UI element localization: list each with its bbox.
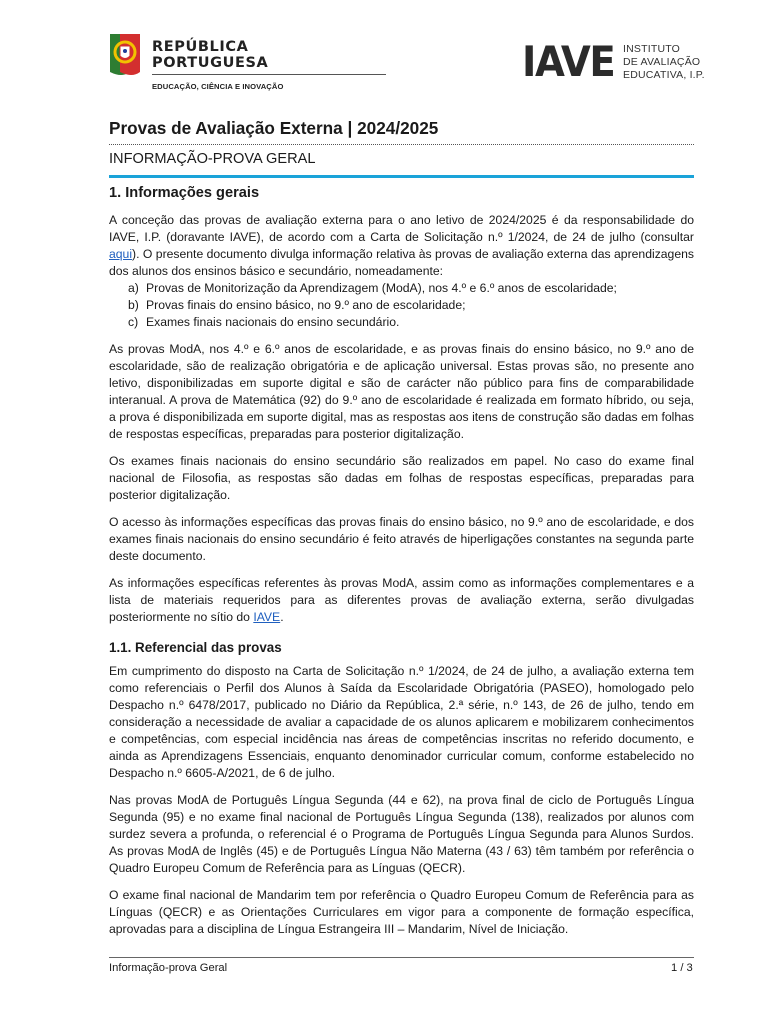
list-marker: c) xyxy=(128,315,139,329)
republica-line1: REPÚBLICA xyxy=(152,39,249,55)
dotted-divider xyxy=(109,144,694,145)
list-item-text: Exames finais nacionais do ensino secundário. xyxy=(146,315,400,329)
iave-line3: EDUCATIVA, I.P. xyxy=(623,69,705,81)
iave-full-name xyxy=(623,43,705,82)
paragraph-intro-text: A conceção das provas de avaliação externa para o ano letivo de 2024/2025 é da responsabilidade do IAVE, I.P. (doravante IAVE), de acordo com a Carta de Solicitação n.º 1/2024, de 24 de julho (consultar xyxy=(109,213,694,244)
iave-link[interactable]: IAVE xyxy=(253,610,281,624)
list-item xyxy=(109,280,694,297)
footer-document-name: Informação-prova Geral xyxy=(109,962,228,974)
aqui-link[interactable]: aqui xyxy=(109,247,133,261)
paragraph-informacoes-text: As informações específicas referentes às provas ModA, assim como as informações complementares e a lista de materiais requeridos para as diferentes provas de avaliação externa, serão divulgadas posteriormente no sítio do xyxy=(109,576,694,624)
iave-line2: DE AVALIAÇÃO xyxy=(623,56,701,68)
iave-wordmark: IAVE xyxy=(522,37,615,86)
list-item xyxy=(109,297,694,314)
document-body xyxy=(109,185,694,938)
section-heading-1-1: 1.1. Referencial das provas xyxy=(109,640,282,655)
paragraph-secundario: Os exames finais nacionais do ensino secundário são realizados em papel. No caso do exame final nacional de Filosofia, as respostas são dadas em folhas de respostas específicas, preparadas para posterior digitalização. xyxy=(109,454,694,502)
paragraph-informacoes xyxy=(109,575,694,626)
document-title: Provas de Avaliação Externa | 2024/2025 xyxy=(109,118,439,138)
paragraph-intro xyxy=(109,212,694,280)
logo-divider xyxy=(152,74,386,75)
list-marker: b) xyxy=(128,298,139,312)
paragraph-mandarim: O exame final nacional de Mandarim tem por referência o Quadro Europeu Comum de Referência para as Línguas (QECR) e as Orientações Curriculares em vigor para a componente de formação específica, aprovadas para a disciplina de Língua Estrangeira III – Mandarim, Nível de Iniciação. xyxy=(109,888,694,936)
ministry-label: EDUCAÇÃO, CIÊNCIA E INOVAÇÃO xyxy=(152,82,284,91)
iave-line1: INSTITUTO xyxy=(623,43,681,55)
paragraph-referencial: Em cumprimento do disposto na Carta de Solicitação n.º 1/2024, de 24 de julho, a avaliação externa tem como referenciais o Perfil dos Alunos à Saída da Escolaridade Obrigatória (PASEO), homologado pelo Despacho n.º 6478/2017, publicado no Diário da República, 2.ª série, n.º 143, de 26 de julho, tendo em consideração a necessidade de avaliar a capacidade de os alunos aplicarem e mobilizarem conhecimentos e competências, com especial incidência nas áreas de competências inscritas no referido documento, e ainda as Aprendizagens Essenciais, enquanto denominador curricular comum, conforme estabelecido no Despacho n.º 6605-A/2021, de 6 de julho. xyxy=(109,664,694,780)
list-item xyxy=(109,314,694,331)
page-number: 1 / 3 xyxy=(671,962,693,974)
paragraph-intro-text-end: ). O presente documento divulga informação relativa às provas de avaliação externa das aprendizagens dos alunos dos ensinos básico e secundário, nomeadamente: xyxy=(109,247,694,278)
accent-divider xyxy=(109,175,694,178)
list-marker: a) xyxy=(128,281,139,295)
section-heading-1: 1. Informações gerais xyxy=(109,185,260,201)
portugal-emblem-icon xyxy=(108,32,142,78)
paragraph-lingua-segunda: Nas provas ModA de Português Língua Segunda (44 e 62), na prova final de ciclo de Português Língua Segunda (95) e no exame final nacional de Português Língua Segunda (138), realizados por alunos com surdez severa a profunda, o referencial é o Programa de Português Língua Segunda para Alunos Surdos. As provas ModA de Inglês (45) e de Português Língua Não Materna (43 / 63) têm também por referência o Quadro Europeu Comum de Referência para as Línguas (QECR). xyxy=(109,793,694,875)
list-item-text: Provas finais do ensino básico, no 9.º ano de escolaridade; xyxy=(146,298,466,312)
republica-portuguesa-wordmark xyxy=(152,39,268,71)
paragraph-acesso: O acesso às informações específicas das provas finais do ensino básico, no 9.º ano de escolaridade, e dos exames finais nacionais do ensino secundário é feito através de hiperligações constantes na segunda parte deste documento. xyxy=(109,515,694,563)
exam-types-list xyxy=(109,280,694,331)
republica-line2: PORTUGUESA xyxy=(152,55,269,71)
footer-divider xyxy=(109,957,694,958)
paragraph-moda: As provas ModA, nos 4.º e 6.º anos de escolaridade, e as provas finais do ensino básico, no 9.º ano de escolaridade, são de realização obrigatória e de aplicação universal. Estas provas são, no presente ano letivo, disponibilizadas em suporte digital e são de carácter não público para fins de comparabilidade interanual. A prova de Matemática (92) do 9.º ano de escolaridade é realizada em formato híbrido, ou seja, a prova é disponibilizada em suporte digital, mas as respostas aos itens de construção são dadas em folhas de respostas específicas, preparadas para posterior digitalização. xyxy=(109,342,694,441)
paragraph-informacoes-end: . xyxy=(280,610,284,624)
list-item-text: Provas de Monitorização da Aprendizagem (ModA), nos 4.º e 6.º anos de escolaridade; xyxy=(146,281,617,295)
document-subtitle: INFORMAÇÃO-PROVA GERAL xyxy=(109,151,316,167)
